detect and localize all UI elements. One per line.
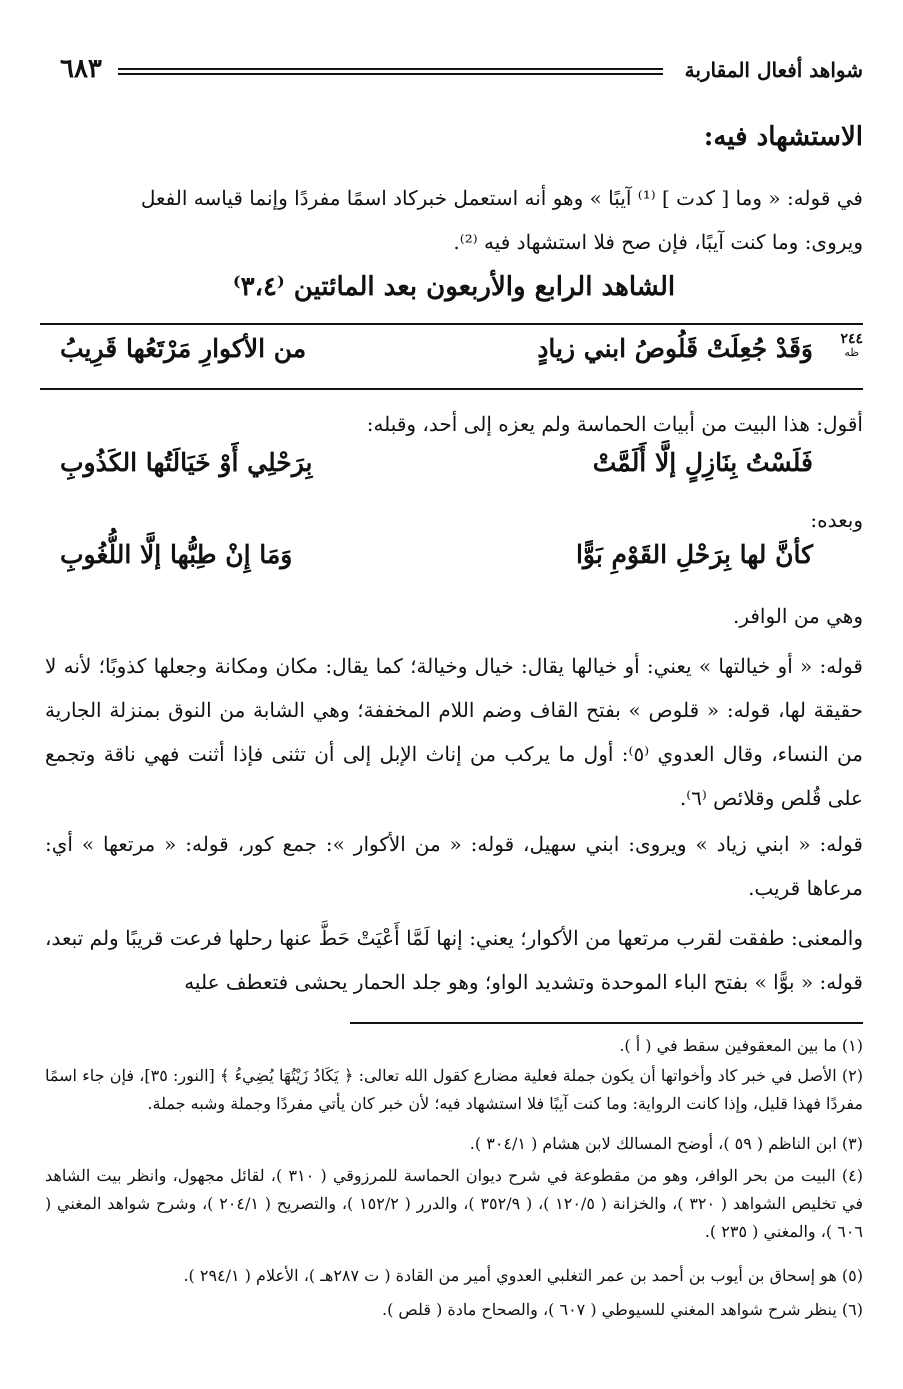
- after-hemistich-right: كأنَّ لها بِرَحْلِ القَوْمِ بَوًّا: [575, 540, 813, 569]
- istishhad-heading: الاستشهاد فيه:: [703, 122, 863, 152]
- verse-bottom-rule: [40, 388, 863, 390]
- witness-number: [840, 332, 863, 360]
- after-hemistich-left: وَمَا إِنْ طِبُّها إلَّا اللُّغُوبِ: [60, 540, 293, 569]
- verse-after: [60, 540, 813, 569]
- commentary-paragraph-1: قوله: « أو خيالتها » يعني: أو خيالها يقال: خيال وخيالة؛ كما يقال: مكان ومكانة وجعلها كذوبًا؛ لأنه لا حقيقة لها، قوله: « قلوص » بفتح القاف وضم اللام المخففة؛ وهي الشابة من النوق بمنزلة الجارية من النساء، وقال العدوي ⁽٥⁾: أول ما يركب من إناث الإبل إلى أن تثنى فإذا أثنت فهي ناقة وتجمع على قُلص وقلائص ⁽٦⁾.: [45, 654, 863, 810]
- istishhad-line-1: في قوله: « وما [ كدت ] ⁽¹⁾ آيبًا » وهو أنه استعمل خبركاد اسمًا مفردًا وإنما قياسه الفعل: [140, 186, 863, 210]
- verse-top-rule: [40, 323, 863, 325]
- page-number: ٦٨٣: [60, 54, 102, 84]
- witness-title: الشاهد الرابع والأربعون بعد المائتين ⁽٣،٤⁾: [232, 272, 676, 302]
- after-label: وبعده:: [810, 508, 863, 532]
- before-hemistich-right: فَلَسْتُ بِنَازِلٍ إلَّا أَلَمَّتْ: [592, 448, 813, 477]
- footnote-3: (٣) ابن الناظم ( ٥٩ )، أوضح المسالك لابن هشام ( ٣٠٤/١ ).: [469, 1134, 863, 1153]
- aqul-line: أقول: هذا البيت من أبيات الحماسة ولم يعزه إلى أحد، وقبله:: [366, 412, 863, 436]
- istishhad-line-2: ويروى: وما كنت آيبًا، فإن صح فلا استشهاد فيه ⁽²⁾.: [453, 230, 863, 254]
- footnote-1: (١) ما بين المعقوفين سقط في ( أ ).: [619, 1036, 863, 1055]
- meter-line: وهي من الوافر.: [732, 604, 863, 628]
- verse-before: [60, 448, 813, 477]
- witness-verse: [60, 334, 813, 363]
- witness-number-value: ٢٤٤: [840, 331, 863, 347]
- before-hemistich-left: بِرَحْلِي أَوْ خَيَالَتُها الكَذُوبِ: [60, 448, 313, 477]
- running-header-title: شواهد أفعال المقاربة: [684, 58, 863, 82]
- commentary-paragraph-2: قوله: « ابني زياد » ويروى: ابني سهيل، قوله: « من الأكوار »: جمع كور، قوله: « مرتعها » أي: مرعاها قريب.: [45, 832, 863, 900]
- footnote-5: (٥) هو إسحاق بن أيوب بن أحمد بن عمر التغلبي العدوي أمير من القادة ( ت ٢٨٧هـ )، الأعلام ( ٢٩٤/١ ).: [183, 1266, 863, 1285]
- commentary-paragraph-3: والمعنى: طفقت لقرب مرتعها من الأكوار؛ يعني: إنها لَمَّا أَعْيَتْ حَطَّ عنها رحلها فرعت قريبًا ولم تبعد، قوله: « بوًّا » بفتح الباء الموحدة وتشديد الواو؛ وهو جلد الحمار يحشى فتعطف عليه: [45, 926, 863, 994]
- footnote-4: (٤) البيت من بحر الوافر، وهو من مقطوعة في شرح ديوان الحماسة للمرزوقي ( ٣١٠ )، لقائل مجهول، وانظر بيت الشاهد في تخليص الشواهد ( ٣٢٠ )، والخزانة ( ١٢٠/٥ )، ( ٣٥٢/٩ )، والدرر ( ١٥٢/٢ )، والتصريح ( ٢٠٤/١ )، وشرح شواهد المغني ( ٦٠٦ )، والمغني ( ٢٣٥ ).: [45, 1166, 864, 1241]
- header-double-rule: [118, 68, 663, 75]
- hemistich-right: وَقَدْ جُعِلَتْ قَلُوصُ ابني زيادٍ: [537, 334, 813, 363]
- footnote-2: (٢) الأصل في خبر كاد وأخواتها أن يكون جملة فعلية مضارع كقول الله تعالى: ﴿ يَكَادُ زَيْتُهَا يُضِيءُ ﴾ [النور: ٣٥]، فإن جاء اسمًا مفردًا فهذا قليل، وإذا كانت الرواية: وما كنت آيبًا فلا استشهاد فيه؛ لأن خبر كان يأتي مفردًا وجملة وشبه جملة.: [45, 1066, 864, 1113]
- witness-mark: ظه: [844, 346, 860, 359]
- footnote-6: (٦) ينظر شرح شواهد المغني للسيوطي ( ٦٠٧ )، والصحاح مادة ( قلص ).: [382, 1300, 863, 1319]
- hemistich-left: من الأكوارِ مَرْتَعُها قَرِيبُ: [60, 334, 307, 363]
- footnote-separator: [350, 1022, 863, 1024]
